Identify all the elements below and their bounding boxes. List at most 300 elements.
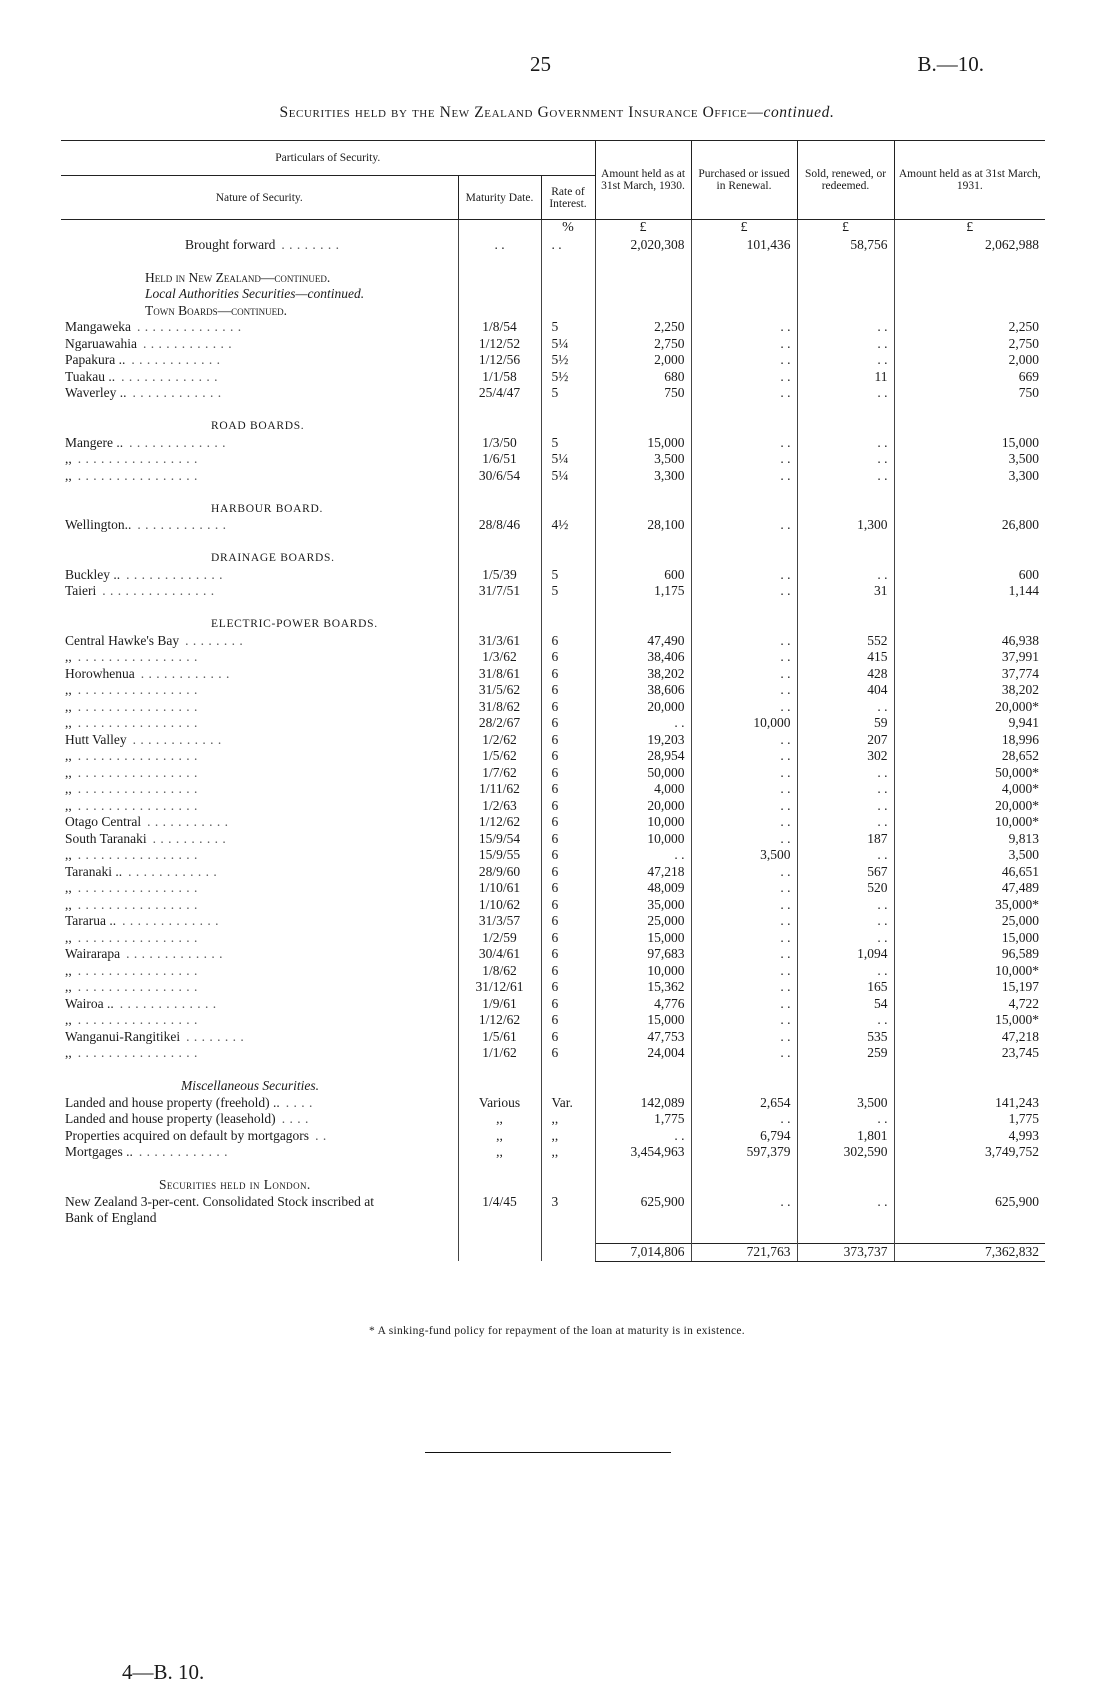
cell-held-1931: 750 bbox=[894, 385, 1045, 402]
cell-rate: 5 bbox=[541, 583, 595, 600]
cell-held-1930 bbox=[595, 1227, 691, 1244]
cell-purchased bbox=[691, 616, 797, 633]
cell-nature bbox=[61, 748, 458, 765]
cell-maturity: 1/6/51 bbox=[458, 451, 541, 468]
cell-held-1930: 10,000 bbox=[595, 831, 691, 848]
cell-held-1930 bbox=[595, 1177, 691, 1194]
cell-held-1930 bbox=[595, 616, 691, 633]
cell-rate: 6 bbox=[541, 666, 595, 683]
cell-sold bbox=[797, 1062, 894, 1079]
nature-text: Tararua .. bbox=[65, 913, 117, 928]
cell-purchased: . . bbox=[691, 1111, 797, 1128]
cell-rate: 6 bbox=[541, 715, 595, 732]
cell-held-1930: 25,000 bbox=[595, 913, 691, 930]
table-header bbox=[61, 141, 1045, 220]
cell-purchased: . . bbox=[691, 781, 797, 798]
dot-leader: . . . . . . . . . . . . . . . . bbox=[77, 764, 198, 780]
dot-leader: . . . . . . . . . . . . . . . . bbox=[77, 979, 198, 994]
cell-maturity bbox=[458, 600, 541, 617]
cell-held-1930: 48,009 bbox=[595, 880, 691, 897]
nature-text: ,, bbox=[65, 929, 72, 945]
cell-held-1930 bbox=[595, 1161, 691, 1178]
cell-nature bbox=[61, 484, 458, 501]
table-row bbox=[61, 484, 1045, 501]
nature-text: Local Authorities Securities—continued. bbox=[145, 286, 365, 301]
dot-leader: . . . . . . . . bbox=[281, 236, 340, 252]
cell-purchased: . . bbox=[691, 319, 797, 336]
nature-text: ,, bbox=[65, 1045, 72, 1060]
cell-held-1931: 3,749,752 bbox=[894, 1144, 1045, 1161]
cell-sold bbox=[797, 484, 894, 501]
cell-purchased: . . bbox=[691, 352, 797, 369]
cell-rate: 5½ bbox=[541, 369, 595, 386]
table-row bbox=[61, 666, 1045, 683]
cell-purchased: . . bbox=[691, 649, 797, 666]
cell-nature bbox=[61, 1244, 458, 1262]
cell-nature bbox=[61, 649, 458, 666]
cell-nature bbox=[61, 946, 458, 963]
table-row bbox=[61, 715, 1045, 732]
cell-purchased: . . bbox=[691, 1012, 797, 1029]
cell-held-1930 bbox=[595, 303, 691, 320]
page-title bbox=[0, 104, 1114, 122]
cell-held-1930: . . bbox=[595, 715, 691, 732]
cell-nature bbox=[61, 1062, 458, 1079]
cell-maturity: 1/8/54 bbox=[458, 319, 541, 336]
cell-sold: 552 bbox=[797, 633, 894, 650]
cell-nature bbox=[61, 666, 458, 683]
cell-nature bbox=[61, 814, 458, 831]
cell-rate bbox=[541, 534, 595, 551]
nature-text: ,, bbox=[65, 649, 72, 664]
cell-held-1931: 2,062,988 bbox=[894, 237, 1045, 254]
cell-sold bbox=[797, 418, 894, 435]
cell-held-1930: 1,775 bbox=[595, 1111, 691, 1128]
cell-maturity: 1/4/45 bbox=[458, 1194, 541, 1211]
cell-rate bbox=[541, 1161, 595, 1178]
cell-rate: 6 bbox=[541, 699, 595, 716]
dot-leader: . . . . bbox=[285, 1094, 313, 1110]
cell-nature bbox=[61, 402, 458, 419]
table-row bbox=[61, 963, 1045, 980]
cell-held-1930: 38,202 bbox=[595, 666, 691, 683]
securities-table-container bbox=[61, 140, 1045, 1262]
cell-purchased bbox=[691, 1062, 797, 1079]
cell-nature bbox=[61, 1078, 458, 1095]
cell-rate bbox=[541, 484, 595, 501]
cell-rate bbox=[541, 1062, 595, 1079]
cell-maturity: 1/2/59 bbox=[458, 930, 541, 947]
table-row bbox=[61, 385, 1045, 402]
cell-maturity: Various bbox=[458, 1095, 541, 1112]
cell-sold bbox=[797, 270, 894, 287]
cell-nature bbox=[61, 1177, 458, 1194]
nature-text: Papakura .. bbox=[65, 352, 126, 367]
column-nature: Nature of Security. bbox=[61, 176, 458, 220]
nature-text: Held in New Zealand—continued. bbox=[145, 269, 331, 285]
table-row bbox=[61, 600, 1045, 617]
units-held-1930: £ bbox=[595, 220, 691, 237]
table-row bbox=[61, 831, 1045, 848]
cell-held-1930: 15,362 bbox=[595, 979, 691, 996]
cell-nature bbox=[61, 435, 458, 452]
cell-held-1930: 600 bbox=[595, 567, 691, 584]
dot-leader: . . . . . . . . bbox=[185, 632, 244, 648]
cell-sold: . . bbox=[797, 468, 894, 485]
cell-maturity: 31/3/57 bbox=[458, 913, 541, 930]
table-row bbox=[61, 930, 1045, 947]
cell-held-1930: 1,175 bbox=[595, 583, 691, 600]
table-row bbox=[61, 468, 1045, 485]
nature-text: Waverley .. bbox=[65, 385, 127, 400]
column-held-1931: Amount held as at 31st March, 1931. bbox=[894, 141, 1045, 220]
cell-held-1931: 10,000* bbox=[894, 814, 1045, 831]
nature-text: Horowhenua bbox=[65, 665, 135, 681]
cell-purchased: . . bbox=[691, 880, 797, 897]
table-row bbox=[61, 534, 1045, 551]
cell-maturity: 31/7/51 bbox=[458, 583, 541, 600]
cell-held-1931: 669 bbox=[894, 369, 1045, 386]
cell-sold: . . bbox=[797, 699, 894, 716]
cell-nature bbox=[61, 1111, 458, 1128]
cell-sold: . . bbox=[797, 352, 894, 369]
cell-rate bbox=[541, 270, 595, 287]
cell-held-1931 bbox=[894, 616, 1045, 633]
table-row bbox=[61, 567, 1045, 584]
cell-held-1930 bbox=[595, 534, 691, 551]
table-row bbox=[61, 237, 1045, 254]
cell-nature bbox=[61, 303, 458, 320]
dot-leader: . . . . . . . . . . . bbox=[147, 814, 229, 829]
table-row bbox=[61, 633, 1045, 650]
cell-held-1931 bbox=[894, 1227, 1045, 1244]
total-row bbox=[61, 1244, 1045, 1262]
dot-leader: . . . . . . . . . . . . . . . . bbox=[77, 929, 198, 945]
cell-nature bbox=[61, 1095, 458, 1112]
cell-rate bbox=[541, 286, 595, 303]
cell-held-1930: 15,000 bbox=[595, 435, 691, 452]
cell-sold: 11 bbox=[797, 369, 894, 386]
cell-held-1931: 4,993 bbox=[894, 1128, 1045, 1145]
cell-purchased bbox=[691, 1161, 797, 1178]
cell-held-1930: 3,500 bbox=[595, 451, 691, 468]
cell-held-1931 bbox=[894, 484, 1045, 501]
cell-rate: 6 bbox=[541, 979, 595, 996]
dot-leader: . . . . . . . . . . . . . bbox=[122, 913, 220, 928]
cell-nature bbox=[61, 319, 458, 336]
dot-leader: . . . . . . . . . . . . bbox=[142, 335, 233, 351]
cell-sold: 165 bbox=[797, 979, 894, 996]
cell-rate: 6 bbox=[541, 996, 595, 1013]
cell-purchased: . . bbox=[691, 336, 797, 353]
cell-held-1930: 2,750 bbox=[595, 336, 691, 353]
cell-held-1930: . . bbox=[595, 847, 691, 864]
cell-nature bbox=[61, 286, 458, 303]
cell-rate: 5 bbox=[541, 567, 595, 584]
cell-sold bbox=[797, 303, 894, 320]
cell-rate bbox=[541, 418, 595, 435]
cell-nature bbox=[61, 253, 458, 270]
nature-text: Mangaweka bbox=[65, 319, 131, 334]
nature-text: Otago Central bbox=[65, 814, 142, 829]
cell-sold: . . bbox=[797, 814, 894, 831]
dot-leader: . . . . . . . . . . . . . . . . bbox=[77, 896, 198, 912]
cell-held-1930: 47,490 bbox=[595, 633, 691, 650]
cell-rate bbox=[541, 550, 595, 567]
cell-nature bbox=[61, 1045, 458, 1062]
dot-leader: . . . . . . . . . . . . bbox=[128, 863, 218, 879]
cell-held-1931: 3,300 bbox=[894, 468, 1045, 485]
cell-sold: 567 bbox=[797, 864, 894, 881]
dot-leader: . . . . . . . . . . . . bbox=[138, 1144, 228, 1159]
cell-held-1930 bbox=[595, 402, 691, 419]
dot-leader: . . . . . . . . . . . . . bbox=[121, 368, 219, 384]
cell-purchased bbox=[691, 253, 797, 270]
cell-maturity bbox=[458, 1244, 541, 1262]
table-row bbox=[61, 550, 1045, 567]
cell-nature bbox=[61, 1161, 458, 1178]
column-sold: Sold, renewed, or redeemed. bbox=[797, 141, 894, 220]
cell-nature bbox=[61, 996, 458, 1013]
table-row bbox=[61, 946, 1045, 963]
nature-text: Wanganui-Rangitikei bbox=[65, 1028, 181, 1044]
cell-sold: . . bbox=[797, 435, 894, 452]
cell-sold: 59 bbox=[797, 715, 894, 732]
cell-sold: 1,801 bbox=[797, 1128, 894, 1145]
cell-held-1931: 26,800 bbox=[894, 517, 1045, 534]
cell-sold bbox=[797, 253, 894, 270]
cell-nature bbox=[61, 847, 458, 864]
cell-purchased: 3,500 bbox=[691, 847, 797, 864]
table-row bbox=[61, 435, 1045, 452]
cell-maturity: 1/5/39 bbox=[458, 567, 541, 584]
column-group-particulars: Particulars of Security. bbox=[61, 141, 595, 176]
cell-held-1931: 600 bbox=[894, 567, 1045, 584]
cell-held-1931: 3,500 bbox=[894, 847, 1045, 864]
cell-rate: . . bbox=[541, 237, 595, 254]
cell-sold: . . bbox=[797, 319, 894, 336]
table-row bbox=[61, 979, 1045, 996]
cell-maturity bbox=[458, 303, 541, 320]
nature-text: Securities held in London. bbox=[159, 1177, 311, 1192]
cell-held-1930 bbox=[595, 1210, 691, 1227]
cell-maturity: 28/9/60 bbox=[458, 864, 541, 881]
cell-sold: . . bbox=[797, 913, 894, 930]
cell-held-1930: 50,000 bbox=[595, 765, 691, 782]
cell-maturity: 1/7/62 bbox=[458, 765, 541, 782]
cell-purchased: . . bbox=[691, 897, 797, 914]
cell-held-1930: 38,406 bbox=[595, 649, 691, 666]
cell-held-1931 bbox=[894, 550, 1045, 567]
cell-nature bbox=[61, 798, 458, 815]
cell-held-1930: 2,020,308 bbox=[595, 237, 691, 254]
column-purchased: Purchased or issued in Renewal. bbox=[691, 141, 797, 220]
cell-nature bbox=[61, 1128, 458, 1145]
cell-sold: 520 bbox=[797, 880, 894, 897]
cell-maturity bbox=[458, 534, 541, 551]
cell-sold: 415 bbox=[797, 649, 894, 666]
cell-rate: 6 bbox=[541, 781, 595, 798]
cell-purchased: . . bbox=[691, 748, 797, 765]
cell-purchased: . . bbox=[691, 682, 797, 699]
cell-held-1930 bbox=[595, 501, 691, 518]
dot-leader: . . . . . . . . . . . . . . . . bbox=[77, 698, 198, 714]
cell-nature bbox=[61, 963, 458, 980]
cell-nature bbox=[61, 913, 458, 930]
cell-maturity: 31/5/62 bbox=[458, 682, 541, 699]
units-sold: £ bbox=[797, 220, 894, 237]
cell-maturity bbox=[458, 286, 541, 303]
sheet-signature: 4—B. 10. bbox=[122, 1660, 205, 1684]
cell-held-1930: 750 bbox=[595, 385, 691, 402]
table-row bbox=[61, 1062, 1045, 1079]
table-row bbox=[61, 352, 1045, 369]
cell-maturity: 15/9/54 bbox=[458, 831, 541, 848]
cell-purchased: . . bbox=[691, 930, 797, 947]
cell-held-1931: 7,362,832 bbox=[894, 1244, 1045, 1262]
cell-sold: . . bbox=[797, 567, 894, 584]
cell-sold: . . bbox=[797, 1194, 894, 1211]
cell-rate bbox=[541, 1210, 595, 1227]
table-row bbox=[61, 649, 1045, 666]
cell-sold: 58,756 bbox=[797, 237, 894, 254]
cell-held-1931: 4,722 bbox=[894, 996, 1045, 1013]
cell-held-1930: 47,753 bbox=[595, 1029, 691, 1046]
cell-purchased: . . bbox=[691, 814, 797, 831]
table-row bbox=[61, 781, 1045, 798]
dot-leader: . . . . . . . . . . . . . . . . bbox=[77, 781, 198, 796]
dot-leader: . . . . . . . . . . . . . . . . bbox=[77, 880, 198, 895]
cell-nature bbox=[61, 633, 458, 650]
dot-leader: . . . . . . . . . . . . . . . . bbox=[77, 467, 198, 483]
cell-maturity: 1/5/61 bbox=[458, 1029, 541, 1046]
cell-purchased: 10,000 bbox=[691, 715, 797, 732]
cell-held-1931 bbox=[894, 418, 1045, 435]
cell-held-1931: 2,250 bbox=[894, 319, 1045, 336]
cell-nature bbox=[61, 418, 458, 435]
cell-sold: 404 bbox=[797, 682, 894, 699]
cell-rate bbox=[541, 501, 595, 518]
cell-held-1931 bbox=[894, 534, 1045, 551]
nature-text: Landed and house property (leasehold) bbox=[65, 1111, 276, 1126]
nature-text: Miscellaneous Securities. bbox=[181, 1078, 319, 1093]
cell-held-1931: 2,750 bbox=[894, 336, 1045, 353]
cell-maturity: 1/10/61 bbox=[458, 880, 541, 897]
cell-sold: . . bbox=[797, 798, 894, 815]
cell-held-1931: 15,197 bbox=[894, 979, 1045, 996]
units-purchased: £ bbox=[691, 220, 797, 237]
cell-sold: . . bbox=[797, 765, 894, 782]
cell-held-1930: 3,454,963 bbox=[595, 1144, 691, 1161]
cell-sold: 302,590 bbox=[797, 1144, 894, 1161]
cell-nature bbox=[61, 1210, 458, 1227]
cell-purchased: . . bbox=[691, 798, 797, 815]
cell-sold: . . bbox=[797, 1111, 894, 1128]
table-row bbox=[61, 880, 1045, 897]
dot-leader: . . . . . . . . . . . . . bbox=[129, 434, 226, 450]
nature-text: New Zealand 3-per-cent. Consolidated Stock inscribed at bbox=[65, 1193, 375, 1209]
cell-maturity bbox=[458, 484, 541, 501]
cell-held-1930: 19,203 bbox=[595, 732, 691, 749]
cell-nature bbox=[61, 1194, 458, 1211]
cell-maturity: 1/3/62 bbox=[458, 649, 541, 666]
units-maturity bbox=[458, 220, 541, 237]
nature-text: DRAINAGE BOARDS. bbox=[211, 552, 335, 564]
cell-maturity bbox=[458, 616, 541, 633]
table-row bbox=[61, 996, 1045, 1013]
document-reference: B.—10. bbox=[917, 52, 984, 76]
cell-held-1930: 35,000 bbox=[595, 897, 691, 914]
nature-text: Tuakau .. bbox=[65, 368, 116, 384]
cell-rate: 5¼ bbox=[541, 451, 595, 468]
cell-purchased: . . bbox=[691, 633, 797, 650]
cell-maturity: 31/12/61 bbox=[458, 979, 541, 996]
cell-purchased bbox=[691, 303, 797, 320]
table-row bbox=[61, 897, 1045, 914]
cell-sold bbox=[797, 1078, 894, 1095]
nature-text: ,, bbox=[65, 715, 72, 730]
table-row bbox=[61, 517, 1045, 534]
cell-nature bbox=[61, 369, 458, 386]
cell-held-1931 bbox=[894, 1078, 1045, 1095]
cell-held-1930: 7,014,806 bbox=[595, 1244, 691, 1262]
cell-sold: 1,094 bbox=[797, 946, 894, 963]
column-maturity: Maturity Date. bbox=[458, 176, 541, 220]
cell-nature bbox=[61, 880, 458, 897]
cell-maturity: 31/8/61 bbox=[458, 666, 541, 683]
dot-leader: . . . . . . . . . . bbox=[152, 830, 227, 846]
cell-purchased bbox=[691, 402, 797, 419]
nature-text: Landed and house property (freehold) .. bbox=[65, 1094, 280, 1110]
cell-held-1931: 15,000* bbox=[894, 1012, 1045, 1029]
cell-purchased: . . bbox=[691, 385, 797, 402]
cell-nature bbox=[61, 352, 458, 369]
cell-held-1930 bbox=[595, 270, 691, 287]
cell-maturity: 1/2/62 bbox=[458, 732, 541, 749]
cell-held-1930 bbox=[595, 286, 691, 303]
nature-text: Buckley .. bbox=[65, 566, 121, 582]
cell-held-1930: 2,000 bbox=[595, 352, 691, 369]
cell-held-1930: 4,776 bbox=[595, 996, 691, 1013]
table-row bbox=[61, 402, 1045, 419]
cell-sold bbox=[797, 534, 894, 551]
cell-nature bbox=[61, 897, 458, 914]
footnote: * A sinking-fund policy for repayment of the loan at maturity is in existence. bbox=[369, 1325, 745, 1337]
cell-held-1931: 20,000* bbox=[894, 798, 1045, 815]
table-row bbox=[61, 583, 1045, 600]
dot-leader: . . . . bbox=[281, 1111, 309, 1126]
cell-maturity bbox=[458, 253, 541, 270]
cell-rate: 6 bbox=[541, 1012, 595, 1029]
table-row bbox=[61, 699, 1045, 716]
cell-rate: 6 bbox=[541, 748, 595, 765]
cell-sold: 207 bbox=[797, 732, 894, 749]
cell-purchased: . . bbox=[691, 765, 797, 782]
cell-purchased bbox=[691, 501, 797, 518]
table-row bbox=[61, 765, 1045, 782]
cell-maturity: 30/4/61 bbox=[458, 946, 541, 963]
cell-sold bbox=[797, 1161, 894, 1178]
closing-rule bbox=[425, 1452, 671, 1453]
nature-text: ,, bbox=[65, 682, 72, 697]
cell-nature bbox=[61, 600, 458, 617]
nature-text: ,, bbox=[65, 979, 72, 994]
dot-leader: . . bbox=[315, 1127, 327, 1143]
cell-held-1931: 2,000 bbox=[894, 352, 1045, 369]
cell-rate: 5¼ bbox=[541, 468, 595, 485]
table-row bbox=[61, 616, 1045, 633]
cell-purchased: . . bbox=[691, 435, 797, 452]
